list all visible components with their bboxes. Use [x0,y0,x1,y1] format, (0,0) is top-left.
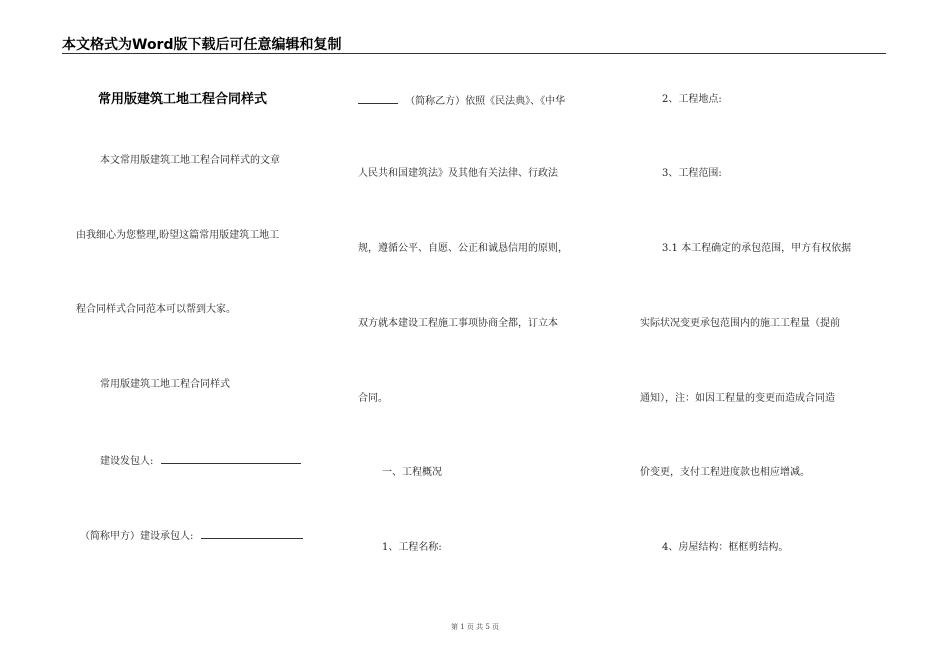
middle-line-1 [358,93,565,109]
page-header-title: 本文格式为Word版下载后可任意编辑和复制 [62,37,342,53]
clause-line-2: 实际状况变更承包范围内的施工工程量（提前 [640,318,840,329]
clause-line-3: 通知），注：如因工程量的变更而造成合同造 [640,393,835,404]
employer-line [100,453,301,469]
intro-line-1: 本文常用版建筑工地工程合同样式的文章 [100,155,280,166]
middle-line-3: 规，遵循公平、自愿、公正和诚恳信用的原则， [358,243,568,254]
section-heading-1: 一、工程概况 [382,467,442,478]
middle-line-2: 人民共和国建筑法》及其他有关法律、行政法 [358,168,558,179]
intro-line-3: 程合同样式合同范本可以帮到大家。 [76,304,236,315]
employer-blank[interactable] [161,453,301,464]
contractor-label: （简称甲方）建设承包人: [80,531,194,542]
contractor-line [80,528,303,544]
document-title: 常用版建筑工地工程合同样式 [98,92,268,107]
item-3-project-scope: 3、工程范围: [662,168,722,179]
left-column [76,0,326,672]
page-footer: 第 1 页 共 5 页 [450,623,500,631]
item-4-structure: 4、房屋结构：框框剪结构。 [662,542,789,553]
right-column [640,0,890,672]
clause-line-1: 3.1 本工程确定的承包范围，甲方有权依据 [662,243,852,254]
middle-column [358,0,608,672]
intro-line-2: 由我细心为您整理,盼望这篇常用版建筑工地工 [76,230,280,241]
employer-label: 建设发包人: [100,456,154,467]
middle-line-5: 合同。 [358,393,388,404]
party-b-blank[interactable] [358,93,398,104]
contractor-blank[interactable] [201,528,303,539]
middle-line-4: 双方就本建设工程施工事项协商全都，订立本 [358,318,558,329]
item-1-project-name: 1、工程名称: [382,542,442,553]
document-subtitle: 常用版建筑工地工程合同样式 [100,379,230,390]
clause-line-4: 价变更，支付工程进度款也相应增减。 [640,467,810,478]
item-2-project-location: 2、工程地点: [662,94,722,105]
middle-line-1-text: （简称乙方）依照《民法典》、《中华 [405,96,566,107]
